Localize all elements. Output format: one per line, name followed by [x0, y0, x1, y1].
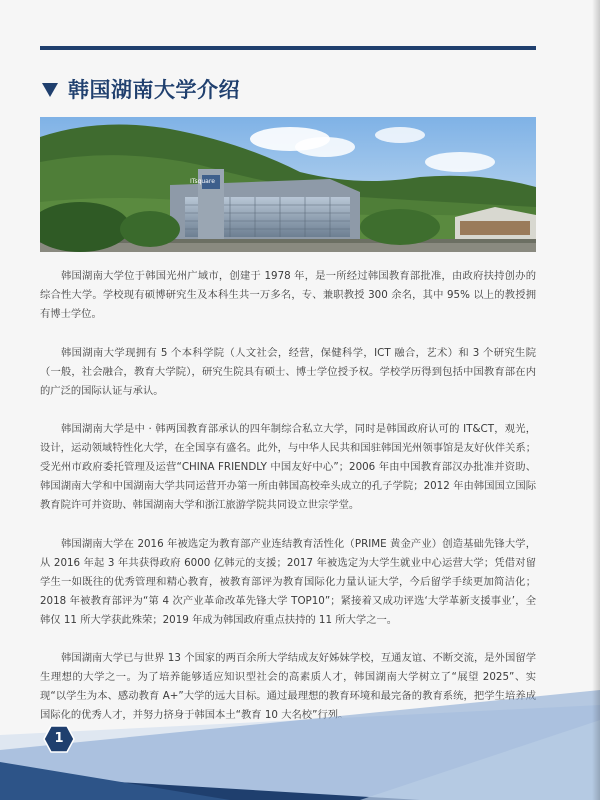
header-rule	[40, 46, 536, 50]
paragraph-intro: 韩国湖南大学位于韩国光州广域市，创建于 1978 年，是一所经过韩国教育部批准，由政府扶持创办的综合性大学。学校现有硕博研究生及本科生共一万多名，专、兼职教授 300 余名，其中 95% 以上的教授拥有博士学位。	[40, 270, 536, 320]
paragraph-international: 韩国湖南大学已与世界 13 个国家的两百余所大学结成友好姊妹学校，互通友谊、不断交流，是外国留学生理想的大学之一。为了培养能够适应知识型社会的高素质人才，韩国湖南大学树立了“展望 2025”、实现“以学生为本、感动教育 A+”大学的远大目标。通过最理想的教育环境和最完备的教育系统，把学生培养成国际化的优秀人才，并努力挤身于韩国本土“教育 10 大名校”行列。	[40, 652, 536, 721]
footer-decoration	[0, 680, 600, 800]
triangle-down-icon	[40, 79, 60, 99]
page-edge-shadow	[592, 0, 600, 800]
paragraph-recognition: 韩国湖南大学是中 · 韩两国教育部承认的四年制综合私立大学，同时是韩国政府认可的 IT&CT，观光，设计，运动领域特性化大学，在全国享有盛名。此外，与中华人民共和国驻韩国光州领事馆是友好伙伴关系；受光州市政府委托管理及运营“CHINA FRIENDLY 中国友好中心”；2006 年由中国教育部汉办批准并资助、韩国湖南大学和中国湖南大学共同运营开办第一所由韩国高校牵头成立的孔子学院；2012 年由韩国国立国际教育院许可并资助、韩国湖南大学和浙江旅游学院共同设立世宗学堂。	[40, 423, 536, 511]
section-heading	[40, 74, 240, 104]
building-sign: ITsquare	[190, 178, 215, 185]
paragraph-colleges: 韩国湖南大学现拥有 5 个本科学院（人文社会，经营，保健科学，ICT 融合，艺术）和 3 个研究生院（一般，社会融合，教育大学院），研究生院具有硕士、博士学位授予权。学校学历得到包括中国教育部在内的广泛的国际认证与承认。	[40, 346, 536, 397]
page-number-badge	[43, 725, 75, 753]
paragraph-achievements: 韩国湖南大学在 2016 年被选定为教育部产业连结教育活性化（PRIME 黄金产业）创造基础先锋大学，从 2016 年起 3 年共获得政府 6000 亿韩元的支援；2017 年被选定为大学生就业中心运营大学；凭借对留学生一如既往的优秀管理和精心教育，被教育部评为教育国际化力量认证大学，今后留学手续更加简洁化；2018 年被教育部评为“第 4 次产业革命改革先锋大学 TOP10”；紧接着又成功评选‘大学革新支援事业’，全韩仅 11 所大学获此殊荣；2019 年成为韩国政府重点扶持的 11 所大学之一。	[40, 537, 536, 626]
body-text	[40, 267, 536, 745]
campus-photo	[40, 117, 536, 252]
page-title: 韩国湖南大学介绍	[68, 78, 240, 102]
page-number: 1	[54, 731, 64, 746]
